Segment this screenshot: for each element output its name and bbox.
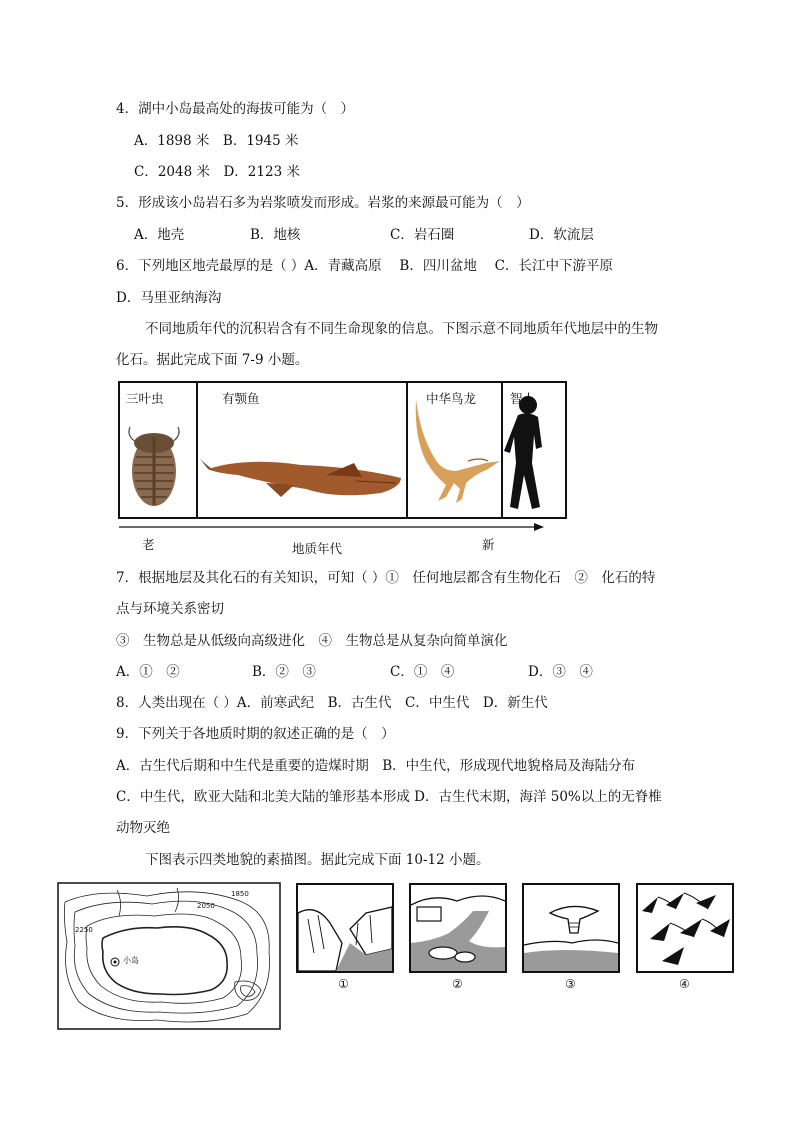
q7-line2: 点与环境关系密切 (116, 601, 224, 617)
q7-option-d: D．③ ④ (528, 664, 593, 680)
island-label: 小岛 (123, 956, 139, 965)
contour-label-2050: 2050 (197, 902, 215, 910)
q5-option-c: C．岩石圈 (390, 227, 455, 243)
contour-label-1850: 1850 (231, 890, 249, 898)
q6-line1: 6．下列地区地壳最厚的是（ ）A．青藏高原 B．四川盆地 C．长江中下游平原 (116, 258, 613, 274)
fossil-figure (116, 379, 568, 559)
q7-option-b: B．② ③ (252, 664, 316, 680)
q5-option-a: A．地壳 (134, 227, 185, 243)
landform-sketch-4-graphic (636, 883, 734, 973)
landform-caption-3: ③ (565, 977, 576, 991)
landform-sketch-1-graphic (296, 883, 394, 973)
landform-sketch-4 (636, 883, 734, 973)
landform-sketch-1 (296, 883, 394, 973)
contour-map (57, 882, 281, 1030)
fossil-figure-graphic (116, 379, 568, 559)
sinosauropteryx-icon (416, 399, 500, 503)
q5-option-b: B．地核 (250, 227, 301, 243)
contour-label-2250: 2250 (75, 926, 93, 934)
q7-line3: ③ 生物总是从低级向高级进化 ④ 生物总是从复杂向简单演化 (116, 633, 508, 649)
trilobite-icon (129, 427, 179, 506)
q8-line: 8．人类出现在（ ）A．前寒武纪 B．古生代 C．中生代 D．新生代 (116, 695, 548, 711)
landform-caption-2: ② (452, 977, 463, 991)
q7-option-c: C．① ④ (390, 664, 455, 680)
landform-sketch-2 (409, 883, 507, 973)
q9-line1: A．古生代后期和中生代是重要的造煤时期 B．中生代，形成现代地貌格局及海陆分布 (116, 758, 636, 774)
q7-line1: 7．根据地层及其化石的有关知识，可知（ ）① 任何地层都含有生物化石 ② 化石的特 (116, 570, 656, 586)
axis-old-label: 老 (142, 537, 155, 552)
homo-sapiens-icon (504, 396, 542, 509)
fish-label: 有颚鱼 (222, 391, 260, 406)
axis-new-label: 新 (482, 537, 495, 552)
q7-option-a: A．① ② (116, 664, 180, 680)
human-label: 智人 (510, 391, 536, 406)
dinosaur-label: 中华鸟龙 (426, 391, 477, 406)
q4-options-ab: A．1898 米 B．1945 米 (134, 133, 299, 149)
q5-option-d: D．软流层 (529, 227, 594, 243)
intro-10-12: 下图表示四类地貌的素描图。据此完成下面 10-12 小题。 (145, 852, 490, 868)
axis-title: 地质年代 (292, 541, 343, 556)
intro-7-9-line2: 化石。据此完成下面 7-9 小题。 (116, 352, 309, 368)
landform-sketch-3 (522, 883, 620, 973)
trilobite-label: 三叶虫 (126, 391, 164, 406)
landform-sketch-3-graphic (522, 883, 620, 973)
landform-sketch-2-graphic (409, 883, 507, 973)
q9-line2: C．中生代，欧亚大陆和北美大陆的雏形基本形成 D．古生代末期，海洋 50%以上的无脊椎 (116, 789, 662, 805)
fish-icon (200, 459, 401, 497)
q4-options-cd: C．2048 米 D．2123 米 (134, 164, 300, 180)
contour-map-graphic (57, 882, 281, 1030)
intro-7-9-line1: 不同地质年代的沉积岩含有不同生命现象的信息。下图示意不同地质年代地层中的生物 (145, 321, 658, 337)
q5-stem: 5．形成该小岛岩石多为岩浆喷发而形成。岩浆的来源最可能为（ ） (116, 195, 530, 211)
landform-caption-1: ① (338, 977, 349, 991)
q9-line3: 动物灭绝 (116, 820, 170, 836)
q9-stem: 9．下列关于各地质时期的叙述正确的是（ ） (116, 726, 395, 742)
q4-stem: 4．湖中小岛最高处的海拔可能为（ ） (116, 101, 355, 117)
q6-line2: D．马里亚纳海沟 (116, 290, 222, 306)
landform-caption-4: ④ (679, 977, 690, 991)
